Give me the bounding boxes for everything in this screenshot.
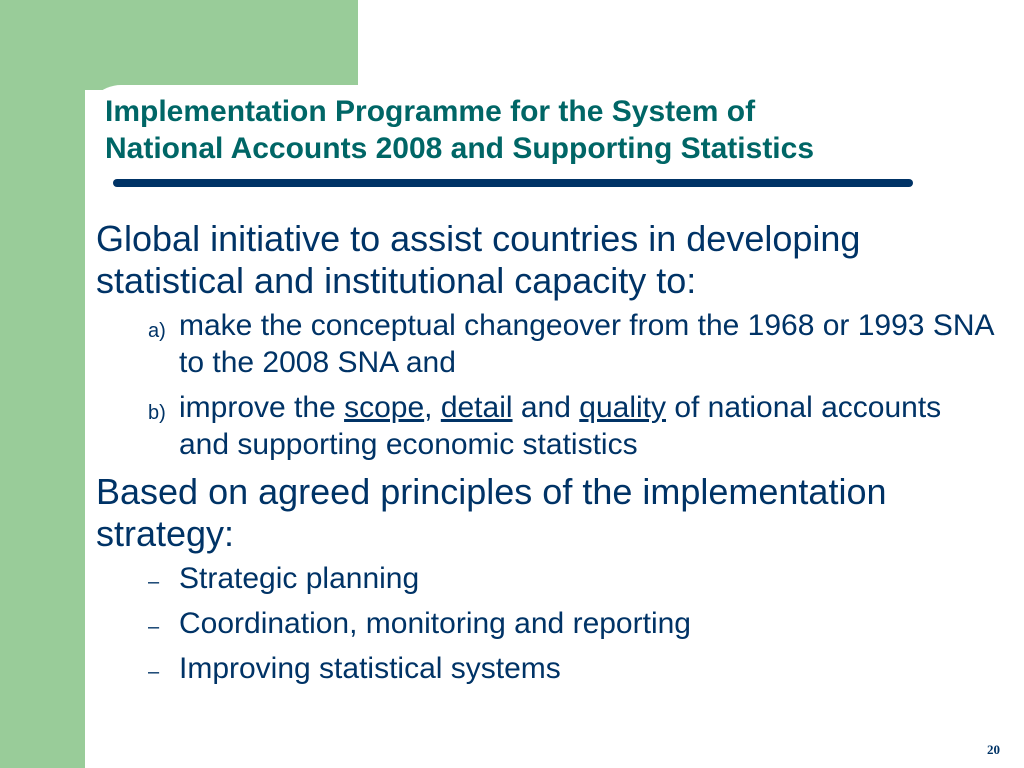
title-line-1: Implementation Programme for the System of <box>105 95 756 128</box>
slide-title <box>105 93 935 167</box>
sub-item-b-text-3: and <box>512 391 580 424</box>
sub-item-a-text: make the conceptual changeover from the 1968 or 1993 SNA to the 2008 SNA and <box>179 309 993 379</box>
sub-item-a <box>96 307 996 381</box>
title-divider <box>113 179 913 187</box>
sub-item-improving-systems <box>96 650 996 687</box>
sub-item-b-text-2: , <box>424 391 441 424</box>
bullet-global-initiative: Global initiative to assist countries in developing statistical and institutional capacity to: <box>96 218 861 301</box>
sub-item-b-text-1: improve the <box>179 391 345 424</box>
sub-item-a-marker: a) <box>148 320 166 342</box>
sub-item-b-marker: b) <box>148 402 166 424</box>
dash-marker: – <box>148 571 160 593</box>
scope-term: scope <box>344 391 425 424</box>
detail-term: detail <box>440 391 513 424</box>
sub-item-b-text-4: of national accounts and supporting economic statistics <box>179 391 942 461</box>
dash-marker: – <box>148 616 160 638</box>
dash-marker: – <box>148 661 160 683</box>
page-number: 20 <box>987 742 1000 757</box>
sub-item-text: Improving statistical systems <box>179 652 561 685</box>
green-background-side <box>0 0 85 768</box>
sub-item-coordination <box>96 605 996 642</box>
quality-term: quality <box>579 391 666 424</box>
sub-item-b <box>96 389 996 463</box>
sub-item-strategic-planning <box>96 560 996 597</box>
slide-body <box>96 218 996 695</box>
sub-item-text: Strategic planning <box>179 562 420 595</box>
bullet-based-on-principles: Based on agreed principles of the implementation strategy: <box>96 471 887 554</box>
sub-item-text: Coordination, monitoring and reporting <box>179 607 691 640</box>
title-line-2: National Accounts 2008 and Supporting Statistics <box>105 132 815 165</box>
